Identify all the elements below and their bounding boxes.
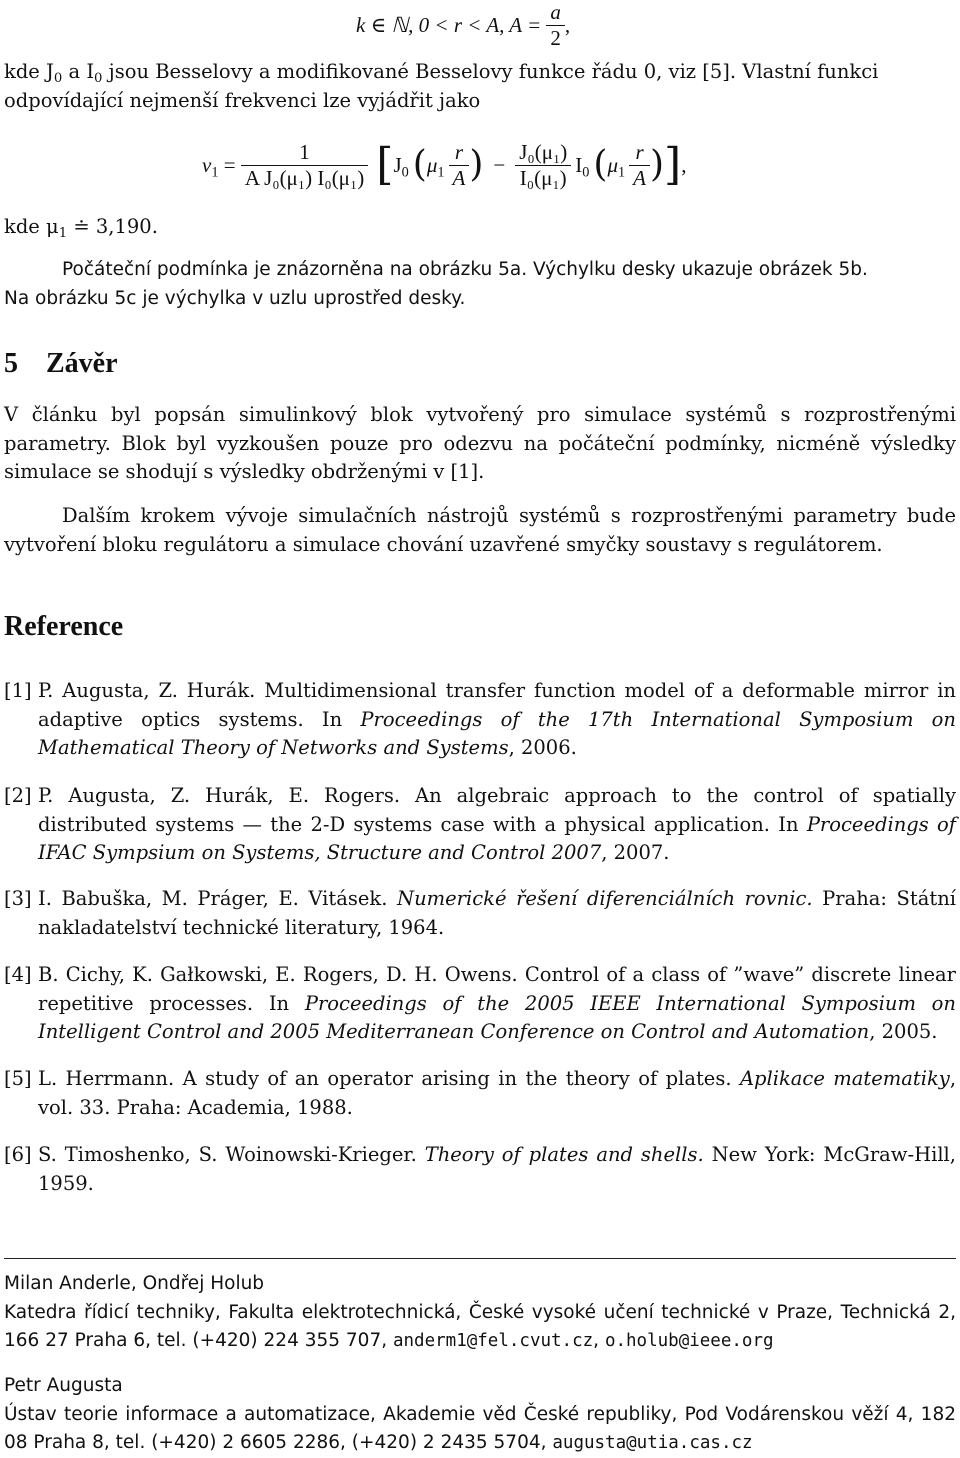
text-run: kde J (4, 60, 54, 83)
ratio-fraction (515, 140, 571, 191)
top-equation (356, 0, 570, 52)
text-run: kde μ (4, 215, 59, 238)
initial-condition-paragraph (4, 256, 956, 313)
reference-venue: Proceedings of the 2005 IEEE International Symposium on Intelligent Control and 2005 Mediterranean Conference on Control and Automation (38, 991, 956, 1043)
reference-body (38, 885, 956, 942)
right-bracket: ] (664, 139, 682, 190)
reference-venue: Theory of plates and shells. (424, 1143, 704, 1166)
subscript: 1 (437, 163, 445, 180)
reference-tail: , 2007. (601, 841, 670, 864)
minus-sign: − (493, 152, 506, 177)
reference-number: [4] (4, 963, 32, 986)
coefficient-fraction (241, 140, 368, 191)
j0-term (393, 153, 408, 178)
text-run: jsou Besselovy a modifikované Besselovy funkce řádu 0, viz [5]. Vlastní funkci (102, 60, 879, 83)
equation-comma: , (681, 152, 687, 177)
bessel-paragraph (4, 58, 956, 115)
separator: , (593, 1330, 605, 1351)
coef-numerator: 1 (299, 139, 310, 164)
reference-venue: Proceedings of IFAC Sympsium on Systems, Structure and Control 2007 (38, 812, 956, 864)
reference-title: An algebraic approach to the control of spatially distributed systems — the 2-D systems case with a physical application. (38, 784, 956, 836)
reference-title: A study of an operator arising in the theory of plates. (174, 1067, 740, 1090)
A-denominator: A (452, 165, 466, 190)
fraction-numerator: a (550, 0, 561, 24)
fraction-denominator: 2 (550, 26, 561, 50)
conclusion-paragraph-1: V článku byl popsán simulinkový blok vytvořený pro simulace systémů s rozprostřenými parametry. Blok byl vyzkoušen pouze pro odezvu na počáteční podmínky, nicméně výsledky simulace se shodují s výsledky obdrženými v [1]. (4, 403, 956, 483)
reference-authors: L. Herrmann. (38, 1067, 175, 1090)
conclusion-paragraph-2: Dalším krokem vývoje simulačních nástrojů systémů s rozprostřenými parametry bude vytvoření bloku regulátoru a simulace chování uzavřené smyčky soustavy s regulátorem. (4, 504, 956, 556)
author-names: Petr Augusta (4, 1375, 123, 1396)
reference-body (38, 1141, 956, 1198)
subscript: 0 (582, 163, 590, 180)
reference-title: Multidimensional transfer function model of a deformable mirror in adaptive optics systems. (38, 679, 956, 731)
initial-condition-line-2: Na obrázku 5c je výchylka v uzlu uprostřed desky. (4, 287, 466, 309)
mu-text (4, 215, 158, 241)
r-over-A (449, 140, 470, 191)
reference-number: [5] (4, 1067, 32, 1090)
text-run: v (202, 152, 212, 177)
v1-symbol (202, 153, 218, 178)
bessel-line-2: odpovídající nejmenší frekvenci lze vyjádřit jako (4, 88, 481, 112)
reference-body (38, 677, 956, 763)
footer-divider (4, 1258, 956, 1259)
left-bracket: [ (376, 139, 394, 190)
mu-value-line (4, 213, 158, 241)
text-run: μ (426, 152, 438, 177)
A-denominator: A (633, 165, 646, 190)
reference-item (4, 1141, 956, 1198)
email-link[interactable]: augusta@utia.cas.cz (552, 1433, 753, 1453)
reference-number: [2] (4, 784, 32, 807)
subscript: 0 (401, 163, 409, 180)
subscript: 0 (94, 70, 103, 86)
bessel-line-1 (4, 58, 956, 87)
left-paren: ( (412, 144, 427, 185)
equation-comma: , (564, 13, 571, 37)
mu1-term-2 (607, 153, 625, 178)
author-block-1 (4, 1270, 956, 1356)
reference-tail: , 2006. (508, 736, 577, 759)
reference-authors: S. Timoshenko, S. Woinowski-Krieger. (38, 1143, 417, 1166)
text-run: ≐ 3,190. (67, 215, 158, 238)
initial-condition-line-1: Počáteční podmínka je znázorněna na obrázku 5a. Výchylku desky ukazuje obrázek 5b. (62, 259, 868, 280)
right-paren: ) (469, 144, 484, 185)
i0-term (575, 153, 589, 178)
ratio-denominator: I₀(μ₁) (519, 165, 567, 190)
reference-title: Control of a class of ”wave” discrete linear repetitive processes. (38, 963, 956, 1015)
reference-authors: I. Babuška, M. Práger, E. Vitásek. (38, 887, 388, 910)
reference-item (4, 1065, 956, 1122)
section-heading-reference (4, 611, 123, 643)
reference-tail: , vol. 33. Praha: Academia, 1988. (38, 1067, 957, 1119)
reference-item (4, 677, 956, 763)
reference-authors: P. Augusta, Z. Hurák, E. Rogers. (38, 784, 401, 807)
subscript: 1 (211, 163, 219, 180)
section-title: Reference (4, 611, 124, 642)
text-run: J (393, 152, 402, 177)
affiliation-text: Katedra řídicí techniky, Fakulta elektrotechnická, České vysoké učení technické v Praze, Technická 2, 166 27 Praha 6, tel. (+420) 224 355 707, (4, 1301, 956, 1351)
reference-in: In (253, 991, 305, 1015)
section-heading-conclusion (4, 348, 118, 380)
reference-item (4, 885, 956, 942)
reference-item (4, 961, 956, 1047)
reference-number: [3] (4, 887, 32, 910)
reference-body (38, 961, 956, 1047)
author-names: Milan Anderle, Ondřej Holub (4, 1273, 265, 1294)
left-paren-2: ( (593, 144, 608, 185)
reference-in: In (769, 812, 807, 836)
coef-denominator: A J₀(μ₁) I₀(μ₁) (244, 165, 365, 190)
reference-title (417, 1143, 425, 1166)
section-number: 5 (4, 348, 18, 379)
reference-tail: , 2005. (869, 1020, 938, 1043)
section-title: Závěr (46, 348, 118, 379)
affiliation-text: Ústav teorie informace a automatizace, Akademie věd České republiky, Pod Vodárenskou věží 4, 182 08 Praha 8, tel. (+420) 2 6605 2286, (+420) 2 2435 5704, (4, 1403, 956, 1453)
text-run: μ (607, 152, 619, 177)
reference-title (387, 887, 397, 910)
author-block-2 (4, 1372, 956, 1458)
reference-body (38, 782, 956, 868)
r-numerator: r (454, 139, 463, 164)
eigenfunction-equation (202, 130, 686, 200)
equals-sign: = (218, 152, 241, 177)
reference-number: [6] (4, 1143, 32, 1166)
author-affiliation (4, 1299, 956, 1356)
subscript: 0 (53, 70, 63, 86)
right-paren-2: ) (649, 144, 665, 185)
top-equation-lhs: k ∈ ℕ, 0 < r < A, A = (356, 13, 542, 37)
text-run: a I (62, 60, 95, 83)
r-over-A-2 (629, 140, 650, 191)
author-affiliation (4, 1401, 956, 1458)
reference-body (38, 1065, 956, 1122)
email-link[interactable]: o.holub@ieee.org (604, 1331, 774, 1351)
subscript: 1 (618, 163, 626, 180)
subscript: 1 (58, 225, 68, 241)
mu1-term (427, 153, 445, 178)
top-equation-fraction (546, 0, 565, 51)
reference-venue: Aplikace matematiky (739, 1067, 950, 1090)
reference-tail: Praha: Státní nakladatelství technické literatury, 1964. (38, 887, 956, 939)
email-link[interactable]: anderm1@fel.cvut.cz (392, 1331, 594, 1351)
r-numerator: r (635, 139, 644, 164)
reference-authors: P. Augusta, Z. Hurák. (38, 679, 256, 702)
ratio-numerator: J₀(μ₁) (519, 139, 568, 164)
reference-number: [1] (4, 679, 32, 702)
reference-item (4, 782, 956, 868)
reference-venue: Numerické řešení diferenciálních rovnic. (397, 887, 813, 910)
reference-tail: New York: McGraw-Hill, 1959. (38, 1143, 956, 1195)
reference-authors: B. Cichy, K. Gałkowski, E. Rogers, D. H. Owens. (38, 963, 518, 986)
reference-in: In (303, 707, 361, 731)
reference-venue: Proceedings of the 17th International Symposium on Mathematical Theory of Networks and Systems (38, 707, 956, 759)
text-run: I (575, 152, 583, 177)
